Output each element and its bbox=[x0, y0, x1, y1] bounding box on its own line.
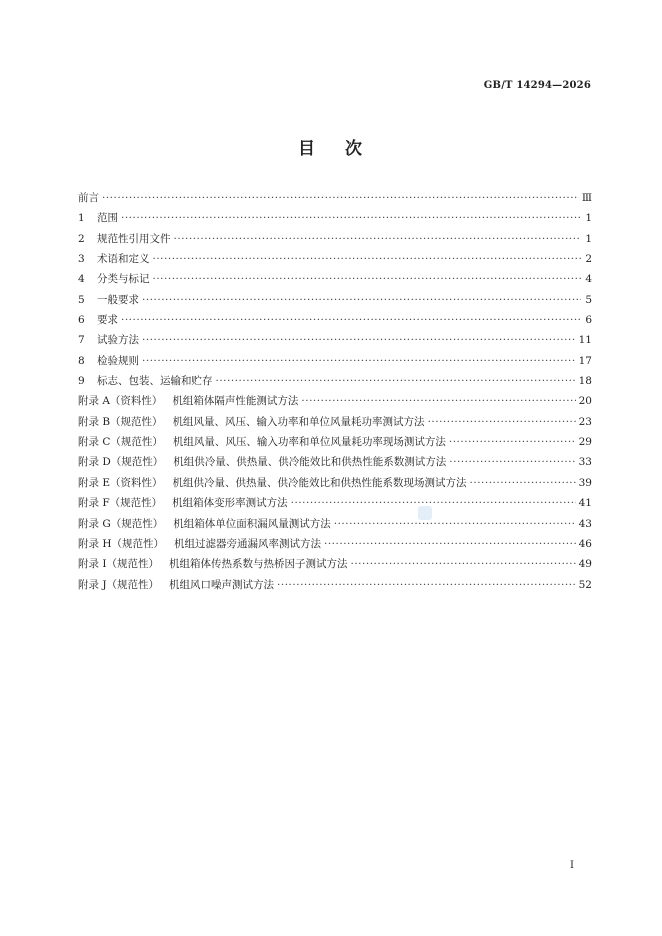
toc-entry[interactable] bbox=[78, 330, 592, 350]
toc-entry-number: 7 bbox=[78, 334, 85, 347]
toc-entry-label: 规范性引用文件 bbox=[97, 232, 171, 245]
toc-leader-dots bbox=[324, 534, 576, 554]
toc-entry-appendix[interactable] bbox=[78, 391, 592, 411]
toc-leader-dots bbox=[301, 391, 575, 411]
toc-leader-dots bbox=[449, 452, 575, 472]
toc-entry-prefix: 附录 H（规范性） bbox=[78, 537, 164, 550]
toc-entry-prefix: 附录 C（规范性） bbox=[78, 436, 163, 449]
toc-entry[interactable] bbox=[78, 249, 592, 269]
toc-entry-appendix[interactable] bbox=[78, 514, 592, 534]
toc-leader-dots bbox=[153, 249, 582, 269]
toc-entry-number: 4 bbox=[78, 273, 85, 286]
toc-leader-dots bbox=[121, 208, 581, 228]
toc-entry-page: 6 bbox=[585, 314, 592, 327]
toc-entry-number: 6 bbox=[78, 314, 85, 327]
toc-entry-appendix[interactable] bbox=[78, 493, 592, 513]
toc-entry-prefix: 附录 B（规范性） bbox=[78, 415, 163, 428]
toc-entry-prefix: 附录 G（规范性） bbox=[78, 517, 164, 530]
toc-entry-prefix: 附录 E（资料性） bbox=[78, 476, 163, 489]
document-code: GB/T 14294—2026 bbox=[483, 80, 591, 91]
toc-entry-label: 机组风量、风压、输入功率和单位风量耗功率现场测试方法 bbox=[172, 436, 446, 449]
toc-entry-page: 43 bbox=[578, 517, 592, 530]
toc-entry[interactable] bbox=[78, 351, 592, 371]
toc-entry-label: 检验规则 bbox=[97, 354, 139, 367]
toc-entry-page: 46 bbox=[578, 537, 592, 550]
toc-entry-page: 17 bbox=[578, 354, 592, 367]
page-title bbox=[0, 134, 662, 159]
toc-entry-prefix: 附录 J（规范性） bbox=[78, 578, 160, 591]
toc-entry-label: 范围 bbox=[97, 212, 118, 225]
toc-entry-label: 机组风口噪声测试方法 bbox=[169, 578, 275, 591]
toc-entry-number: 1 bbox=[78, 212, 85, 225]
toc-entry-label: 机组供冷量、供热量、供冷能效比和供热性能系数测试方法 bbox=[173, 456, 447, 469]
toc-leader-dots bbox=[277, 575, 576, 595]
toc-leader-dots bbox=[291, 493, 576, 513]
toc-entry-label: 术语和定义 bbox=[97, 253, 150, 266]
toc-entry-page: 2 bbox=[585, 253, 592, 266]
toc-entry-page: 20 bbox=[578, 395, 592, 408]
toc-entry-label: 试验方法 bbox=[97, 334, 139, 347]
toc-entry-label: 前言 bbox=[78, 192, 99, 204]
toc-entry-appendix[interactable] bbox=[78, 534, 592, 554]
page-title-part-1: 目 bbox=[298, 139, 317, 159]
page-title-part-2: 次 bbox=[345, 139, 364, 159]
toc-entry-prefix: 附录 D（规范性） bbox=[78, 456, 164, 469]
toc-entry-page: 49 bbox=[578, 558, 592, 571]
toc-entry[interactable] bbox=[78, 229, 592, 249]
toc-entry-page: 33 bbox=[578, 456, 592, 469]
toc-entry-page: 41 bbox=[578, 497, 592, 510]
toc-entry-appendix[interactable] bbox=[78, 452, 592, 472]
toc-entry-page: 1 bbox=[585, 232, 592, 245]
toc-entry-label: 分类与标记 bbox=[97, 273, 150, 286]
toc-entry-number: 3 bbox=[78, 253, 85, 266]
toc-entry-label: 一般要求 bbox=[97, 293, 139, 306]
toc-leader-dots bbox=[470, 473, 576, 493]
toc-entry-prefix: 附录 I（规范性） bbox=[78, 558, 159, 571]
toc-entry-page: Ⅲ bbox=[581, 192, 592, 204]
toc-entry-page: 4 bbox=[585, 273, 592, 286]
toc-entry-label: 机组供冷量、供热量、供冷能效比和供热性能系数现场测试方法 bbox=[172, 476, 467, 489]
toc-leader-dots bbox=[121, 310, 581, 330]
toc-entry-page: 23 bbox=[578, 415, 592, 428]
toc-entry-prefix: 附录 F（规范性） bbox=[78, 497, 163, 510]
toc-entry[interactable] bbox=[78, 290, 592, 310]
toc-entry-page: 18 bbox=[578, 375, 592, 388]
toc-entry-label: 机组箱体隔声性能测试方法 bbox=[172, 395, 299, 408]
toc-leader-dots bbox=[153, 269, 582, 289]
toc-entry-page: 11 bbox=[578, 334, 592, 347]
toc-entry-appendix[interactable] bbox=[78, 575, 592, 595]
page-number: I bbox=[570, 860, 574, 871]
toc-leader-dots bbox=[428, 412, 576, 432]
toc-entry-page: 5 bbox=[585, 293, 592, 306]
toc-entry-number: 5 bbox=[78, 293, 85, 306]
toc-entry-appendix[interactable] bbox=[78, 432, 592, 452]
toc-leader-dots bbox=[334, 514, 576, 534]
toc-entry-page: 1 bbox=[585, 212, 592, 225]
toc-entry-page: 52 bbox=[578, 578, 592, 591]
toc-entry-appendix[interactable] bbox=[78, 554, 592, 574]
toc-entry-label: 要求 bbox=[97, 314, 118, 327]
toc-leader-dots bbox=[351, 554, 576, 574]
toc-entry[interactable] bbox=[78, 208, 592, 228]
toc-leader-dots bbox=[174, 229, 582, 249]
toc-entry-number: 2 bbox=[78, 232, 85, 245]
toc-leader-dots bbox=[449, 432, 576, 452]
toc-entry-number: 9 bbox=[78, 375, 85, 388]
toc-entry-page: 29 bbox=[578, 436, 592, 449]
toc-entry-label: 机组箱体传热系数与热桥因子测试方法 bbox=[169, 558, 348, 571]
toc-entry-label: 机组箱体单位面积漏风量测试方法 bbox=[173, 517, 331, 530]
toc-entry-appendix[interactable] bbox=[78, 412, 592, 432]
toc-entry-number: 8 bbox=[78, 354, 85, 367]
toc-entry-label: 机组过滤器旁通漏风率测试方法 bbox=[174, 537, 321, 550]
toc-entry-page: 39 bbox=[578, 476, 592, 489]
toc-entry-label: 机组箱体变形率测试方法 bbox=[172, 497, 288, 510]
toc-entry-prefix: 附录 A（资料性） bbox=[78, 395, 163, 408]
toc-leader-dots bbox=[142, 290, 581, 310]
toc-entry-label: 机组风量、风压、输入功率和单位风量耗功率测试方法 bbox=[172, 415, 425, 428]
table-of-contents bbox=[78, 188, 592, 595]
toc-leader-dots bbox=[102, 188, 579, 208]
toc-entry-appendix[interactable] bbox=[78, 473, 592, 493]
toc-entry[interactable] bbox=[78, 310, 592, 330]
toc-leader-dots bbox=[142, 351, 576, 371]
watermark-mark bbox=[418, 506, 432, 520]
toc-entry-label: 标志、包装、运输和贮存 bbox=[97, 375, 213, 388]
toc-leader-dots bbox=[216, 371, 576, 391]
toc-leader-dots bbox=[142, 330, 576, 350]
toc-entry[interactable] bbox=[78, 371, 592, 391]
toc-entry[interactable] bbox=[78, 269, 592, 289]
toc-entry[interactable] bbox=[78, 188, 592, 208]
